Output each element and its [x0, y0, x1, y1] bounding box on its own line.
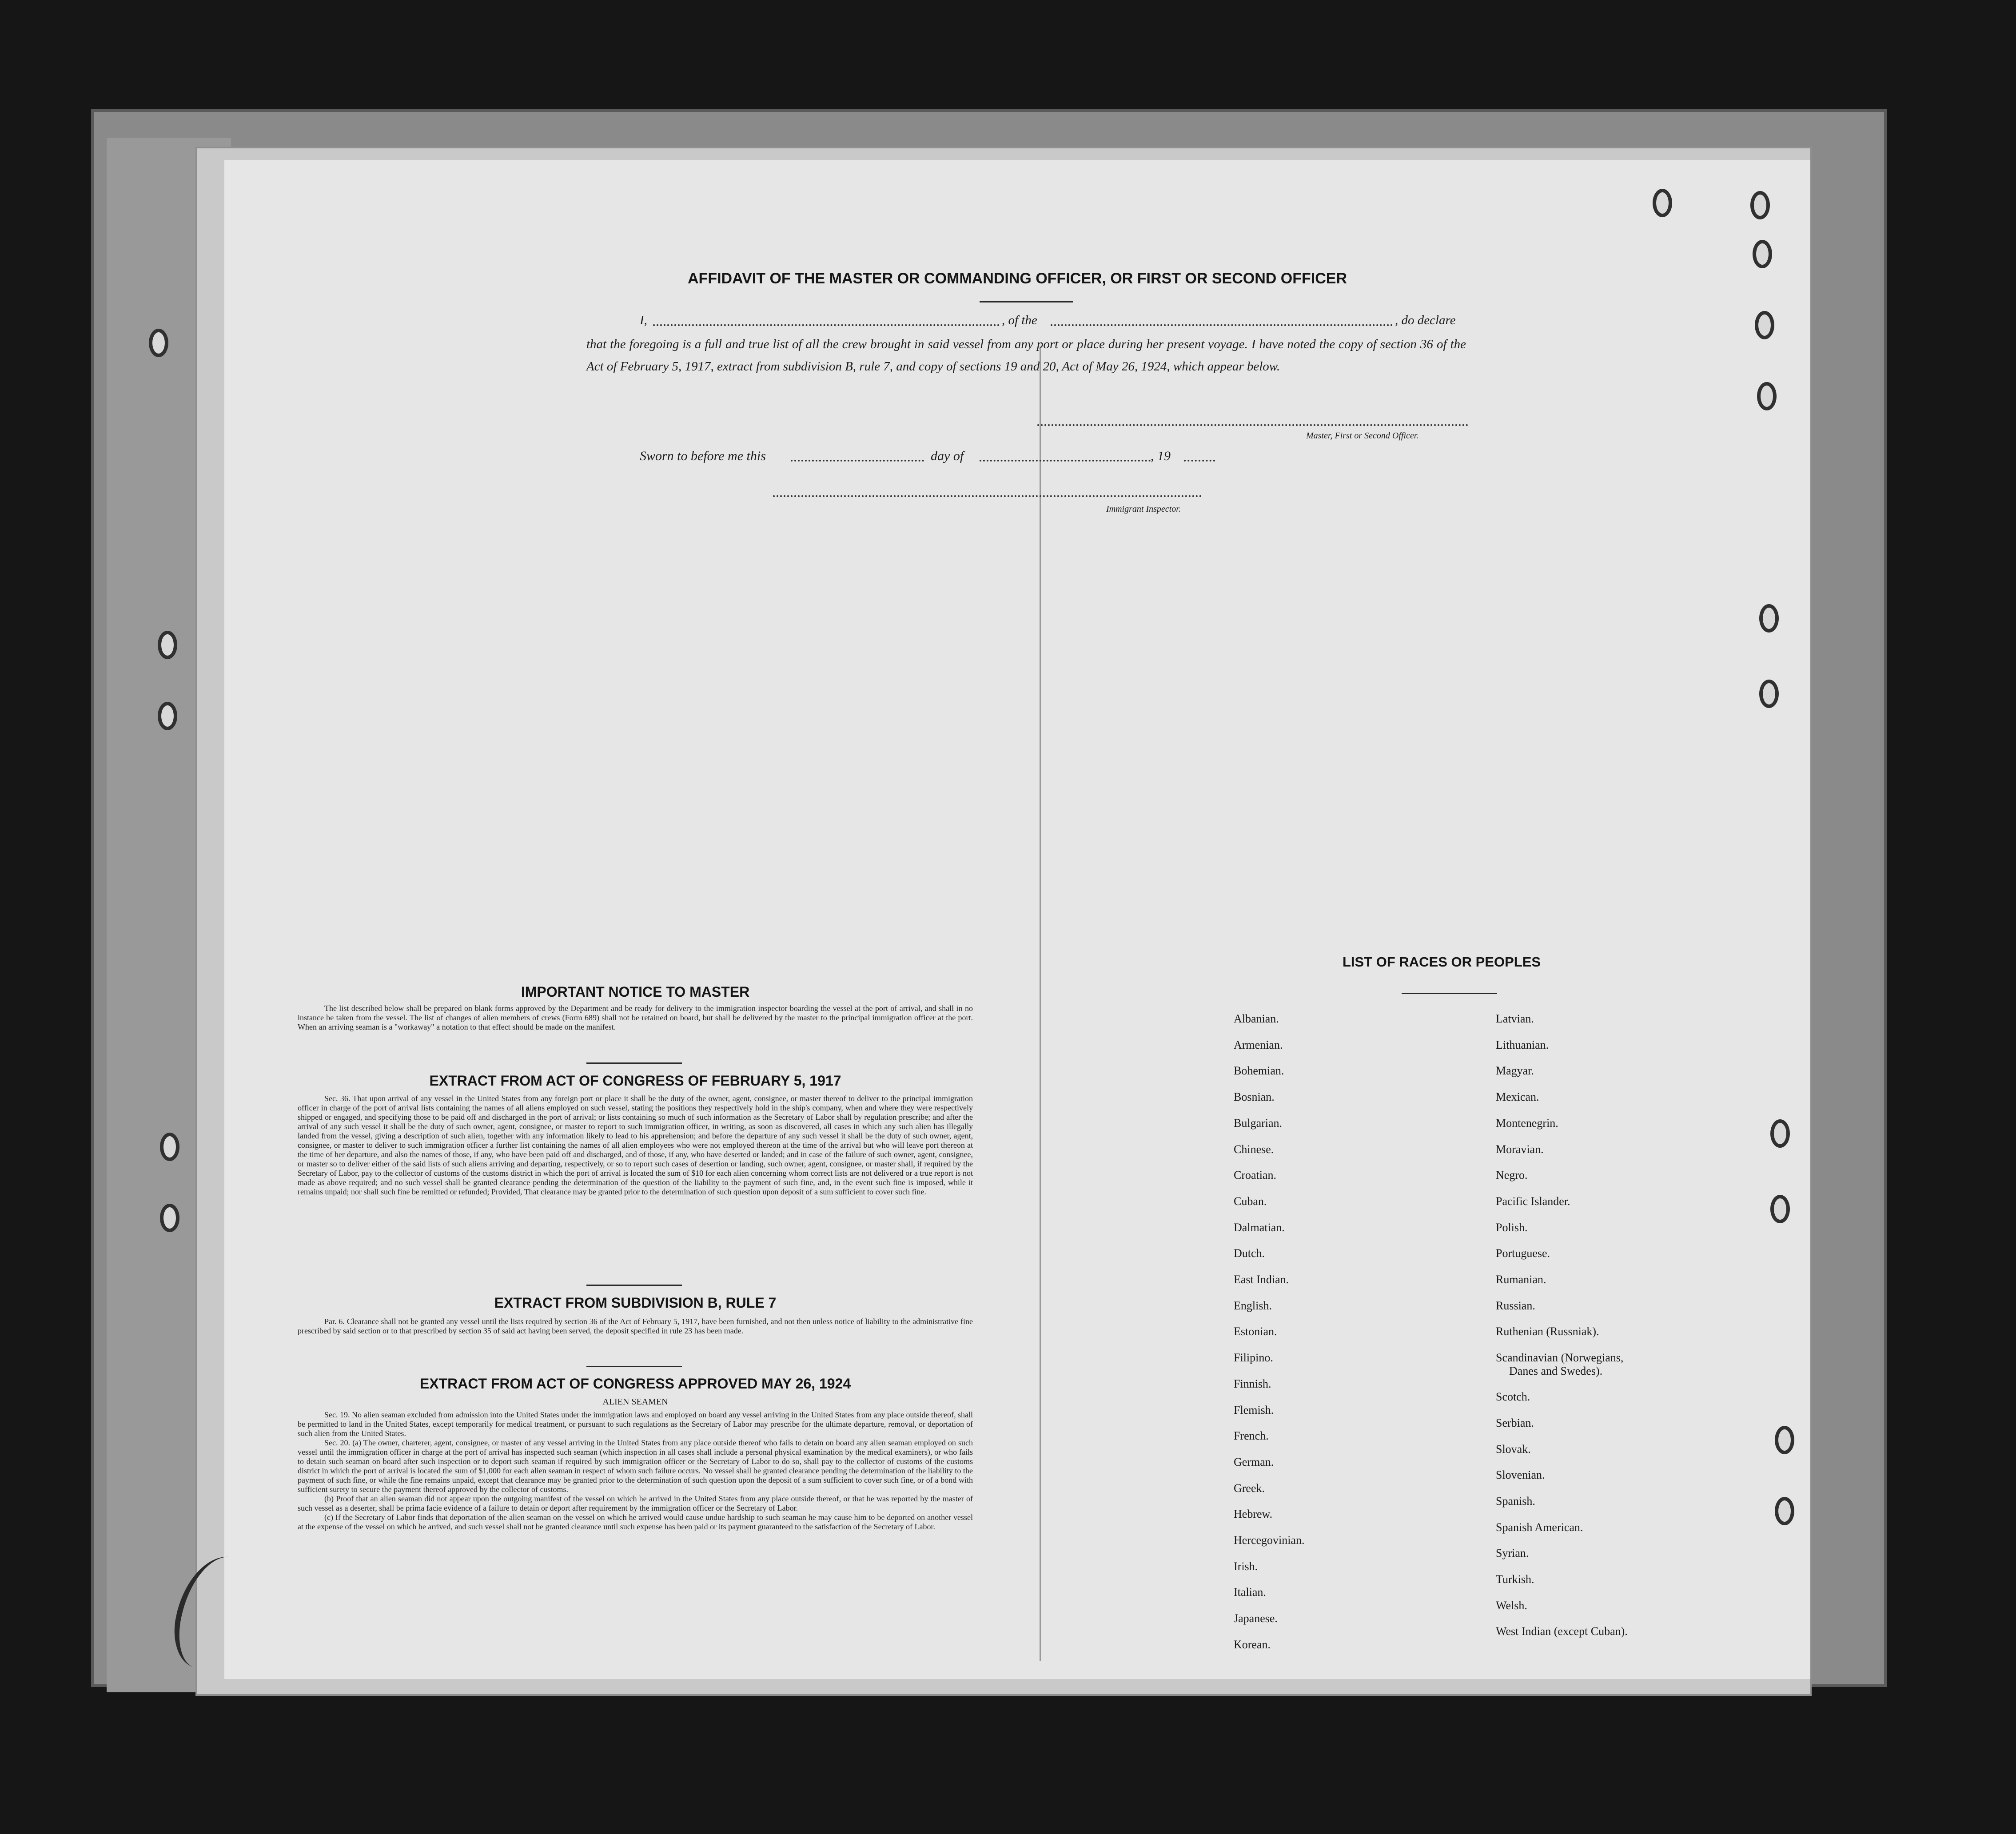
punch-hole-icon [1775, 1426, 1794, 1454]
race-item: Moravian. [1496, 1142, 1544, 1156]
race-item: Armenian. [1234, 1038, 1283, 1051]
binder-hole-icon [160, 1204, 179, 1232]
master-signature-label: Master, First or Second Officer. [1306, 431, 1419, 441]
race-item: Bulgarian. [1234, 1116, 1283, 1130]
sworn-text: Sworn to before me this [640, 449, 766, 463]
punch-hole-icon [1770, 1195, 1790, 1223]
race-item: Russian. [1496, 1299, 1535, 1312]
race-item: German. [1234, 1455, 1274, 1468]
races-divider [1402, 993, 1497, 994]
race-item: Albanian. [1234, 1012, 1279, 1025]
race-item: Cuban. [1234, 1194, 1267, 1208]
race-item: Negro. [1496, 1169, 1528, 1182]
notice-title: IMPORTANT NOTICE TO MASTER [521, 984, 750, 1000]
race-item: Japanese. [1234, 1612, 1278, 1625]
punch-hole-icon [1750, 191, 1770, 219]
race-item: Serbian. [1496, 1416, 1534, 1429]
race-item: West Indian (except Cuban). [1496, 1625, 1628, 1638]
inspector-signature-line[interactable] [773, 495, 1202, 497]
extract-1924-subtitle: ALIEN SEAMEN [602, 1397, 668, 1407]
extract-1924-title: EXTRACT FROM ACT OF CONGRESS APPROVED MAY 26, 1924 [419, 1376, 851, 1392]
affidavit-line-end: , do declare [1395, 313, 1456, 327]
notice-text: The list described below shall be prepared on blank forms approved by the Department and be ready for delivery to the immigration inspector boarding the vessel at the port of arrival, and shall in no instance be taken from the vessel. The list of changes of alien members of crews (Form 689) shall not be retained on board, but shall be delivered by the master to the principal immigration officer at the port. When an arriving seaman is a "workaway" a notation to that effect should be made on the manifest. [298, 1004, 973, 1031]
race-item: Chinese. [1234, 1142, 1274, 1156]
binder-hole-icon [158, 702, 177, 730]
extract-rule7-title: EXTRACT FROM SUBDIVISION B, RULE 7 [494, 1295, 777, 1311]
race-item: Spanish. [1496, 1494, 1535, 1508]
punch-hole-icon [1775, 1497, 1794, 1525]
sec-20a: Sec. 20. (a) The owner, charterer, agent, consignee, or master of any vessel arriving in the United States from any place outside thereof who fails to detain on board any alien seaman employed on such vessel until the immigration officer in charge at the port of arrival has inspected such seaman (which inspection in all cases shall include a personal physical examination by the medical examiners), or who fails to detain such seaman on board after such inspection or to deport such seaman if required by such immigration officer or the Secretary of Labor to do so, shall pay to the collector of customs of the customs district in which the port of arrival is located the sum of $1,000 for each alien seaman in respect of whom such failure occurs. No vessel shall be granted clearance pending the determination of the liability to the payment of such fine, or while the fine remains unpaid, except that clearance may be granted prior to the determination of such question upon the deposit of a sum sufficient to cover such fine, or of a bond with sufficient surety to secure the payment thereof approved by the collector of customs. [298, 1438, 973, 1494]
month-blank[interactable] [980, 460, 1151, 461]
race-item: Slovak. [1496, 1442, 1531, 1456]
races-title: LIST OF RACES OR PEOPLES [1342, 954, 1541, 970]
punch-hole-icon [1759, 604, 1779, 633]
year-blank[interactable] [1184, 460, 1215, 461]
affidavit-line-start: I, [640, 313, 647, 327]
race-item: Polish. [1496, 1221, 1528, 1234]
race-item: Dutch. [1234, 1247, 1265, 1260]
affidavit-line-mid: , of the [1002, 313, 1037, 327]
race-item: Finnish. [1234, 1377, 1271, 1390]
punch-hole-icon [1759, 680, 1779, 708]
page-fold-line [1040, 346, 1041, 1661]
race-item: Spanish American. [1496, 1520, 1583, 1534]
race-item: Ruthenian (Russniak). [1496, 1325, 1599, 1338]
year-prefix: , 19 [1151, 449, 1171, 463]
race-item: Syrian. [1496, 1547, 1529, 1560]
race-item: Irish. [1234, 1559, 1258, 1573]
name-blank[interactable] [653, 324, 1000, 326]
affidavit-body: that the foregoing is a full and true list of all the crew brought in said vessel from any port or place during her present voyage. I have noted the copy of section 36 of the Act of February 5, 1917, extract from subdivision B, rule 7, and copy of sections 19 and 20, Act of May 26, 1924, which appear below. [586, 337, 1466, 374]
race-item: Montenegrin. [1496, 1116, 1558, 1130]
race-item: Scotch. [1496, 1390, 1530, 1404]
affidavit-title: AFFIDAVIT OF THE MASTER OR COMMANDING OFFICER, OR FIRST OR SECOND OFFICER [688, 270, 1347, 287]
binder-hole-icon [158, 631, 177, 659]
race-item: Pacific Islander. [1496, 1194, 1570, 1208]
race-item: Magyar. [1496, 1064, 1534, 1078]
race-item: Lithuanian. [1496, 1038, 1549, 1051]
race-item: Korean. [1234, 1638, 1271, 1651]
day-blank[interactable] [791, 460, 924, 461]
race-item: Hercegovinian. [1234, 1534, 1305, 1547]
sec-20b: (b) Proof that an alien seaman did not appear upon the outgoing manifest of the vessel on which he arrived in the United States from any place outside thereof, or that he was reported by the master of such vessel as a deserter, shall be prima facie evidence of a failure to detain or deport after requirement by the immigration officer or the Secretary of Labor. [298, 1494, 973, 1512]
extract-1917-text: Sec. 36. That upon arrival of any vessel in the United States from any foreign port or place it shall be the duty of the owner, agent, consignee, or master thereof to deliver to the principal immigration officer in charge of the port of arrival lists containing the names of all aliens employed on such vessel, stating the positions they respectively hold in the ship's company, when and where they were respectively shipped or engaged, and specifying those to be paid off and discharged in the port of arrival; or lists containing so much of such information as the Secretary of Labor shall by regulation prescribe; and after the arrival of any such vessel it shall be the duty of such owner, agent, consignee, or master to report to such immigration officer, in writing, as soon as discovered, all cases in which any such alien has illegally landed from the vessel, giving a description of such alien, together with any information likely to lead to his apprehension; and before the departure of any such vessel it shall be the duty of such owner, agent, consignee, or master to deliver to such immigration officer a further list containing the names of all alien employees who were not employed thereon at the time of the arrival but who will leave port thereon at the time of her departure, and also the names of those, if any, who have been paid off and discharged, and of those, if any, who have deserted or landed; and in case of the failure of such owner, agent, consignee, or master so to deliver either of the said lists of such aliens arriving and departing, respectively, or so to report such cases of desertion or landing, such owner, agent, consignee, or master shall, if required by the Secretary of Labor, pay to the collector of customs of the customs district in which the port of arrival is located the sum of $10 for each alien concerning whom correct lists are not delivered or a true report is not made as above required; and no such vessel shall be granted clearance pending the determination of the question of the liability to the payment of such fine, and, in the event such fine is imposed, while it remains unpaid; nor shall such fine be remitted or refunded; Provided, That clearance may be granted prior to the determination of such question upon deposit of a sum sufficient to cover such fine. [298, 1094, 973, 1196]
punch-hole-icon [1757, 382, 1777, 410]
race-item: Bohemian. [1234, 1064, 1284, 1078]
punch-hole-icon [1770, 1119, 1790, 1148]
race-item: Bosnian. [1234, 1090, 1275, 1104]
race-item: East Indian. [1234, 1273, 1289, 1286]
binder-hole-icon [160, 1133, 179, 1161]
sec-19: Sec. 19. No alien seaman excluded from admission into the United States under the immigration laws and employed on board any vessel arriving in the United States from any place outside thereof, shall be permitted to land in the United States, except temporarily for medical treatment, or pursuant to such regulations as the Secretary of Labor may prescribe for the ultimate departure, removal, or deportation of such alien from the United States. [298, 1410, 973, 1438]
race-item: Latvian. [1496, 1012, 1534, 1025]
inspector-label: Immigrant Inspector. [1106, 504, 1181, 514]
title-divider [980, 301, 1073, 302]
punch-hole-icon [1755, 311, 1774, 339]
race-item: Estonian. [1234, 1325, 1277, 1338]
race-item: Rumanian. [1496, 1273, 1546, 1286]
section-divider [586, 1285, 682, 1286]
race-item: Scandinavian (Norwegians, [1496, 1351, 1624, 1365]
race-item: Dalmatian. [1234, 1221, 1285, 1234]
punch-hole-icon [1753, 240, 1772, 268]
race-item: Flemish. [1234, 1403, 1274, 1416]
punch-hole-icon [1653, 189, 1672, 217]
section-divider [586, 1366, 682, 1367]
document-page [224, 160, 1810, 1679]
sec-20c: (c) If the Secretary of Labor finds that deportation of the alien seaman on the vessel on which he arrived would cause undue hardship to such seaman he may cause him to be deported on another vessel at the expense of the vessel on which he arrived, and such vessel shall not be granted clearance until such expense has been paid or its payment guaranteed to the satisfaction of the Secretary of Labor. [298, 1513, 973, 1531]
race-item: Croatian. [1234, 1169, 1277, 1182]
race-item: Italian. [1234, 1586, 1266, 1599]
extract-rule7-text: Par. 6. Clearance shall not be granted any vessel until the lists required by section 36 of the Act of February 5, 1917, have been furnished, and not then unless notice of liability to the administrative fine prescribed by said section or to that prescribed by section 35 of said act having been served, the deposit specified in rule 23 has been made. [298, 1317, 973, 1335]
race-item: Welsh. [1496, 1599, 1527, 1612]
section-divider [586, 1062, 682, 1064]
extract-1917-title: EXTRACT FROM ACT OF CONGRESS OF FEBRUARY 5, 1917 [429, 1073, 841, 1089]
vessel-blank[interactable] [1051, 324, 1393, 326]
race-item: Slovenian. [1496, 1468, 1545, 1482]
day-of-label: day of [931, 449, 964, 463]
extract-1924-text [298, 1410, 973, 1532]
race-item: English. [1234, 1299, 1272, 1312]
master-signature-line[interactable] [1037, 424, 1468, 426]
race-item: Mexican. [1496, 1090, 1539, 1104]
binder-hole-icon [149, 329, 168, 357]
race-item: French. [1234, 1429, 1269, 1443]
race-item: Danes and Swedes). [1509, 1365, 1603, 1378]
races-right-column [1496, 1006, 1628, 1645]
race-item: Turkish. [1496, 1573, 1534, 1586]
race-item: Filipino. [1234, 1351, 1273, 1365]
race-item: Greek. [1234, 1481, 1265, 1495]
race-item: Hebrew. [1234, 1508, 1273, 1521]
races-left-column [1234, 1006, 1305, 1658]
race-item: Portuguese. [1496, 1247, 1550, 1260]
